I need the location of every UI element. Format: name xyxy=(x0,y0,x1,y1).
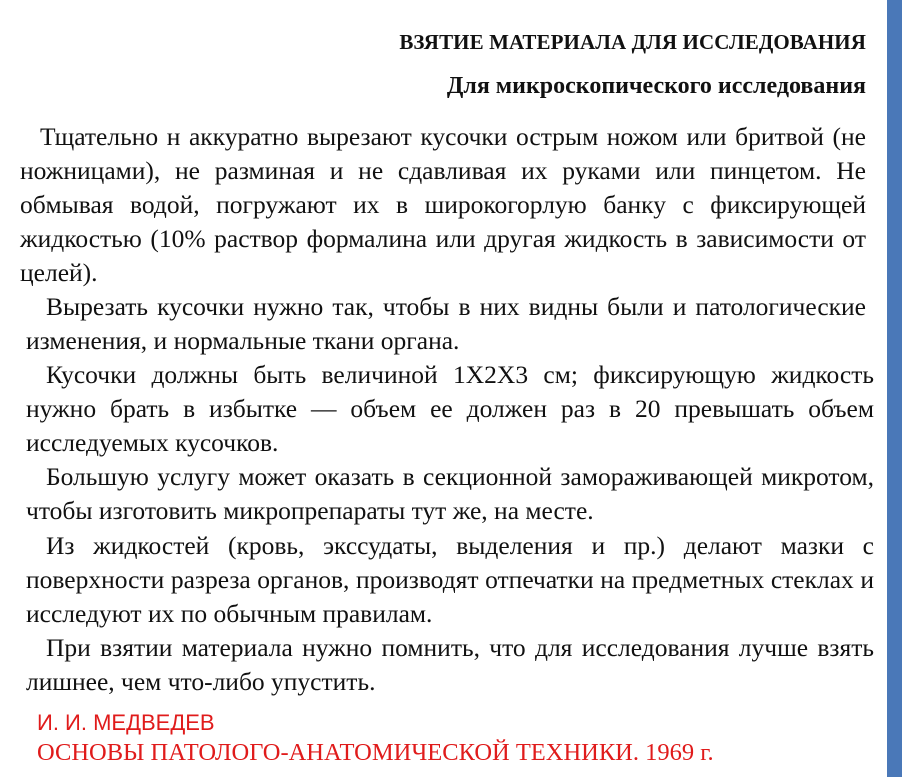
body-text xyxy=(20,120,874,699)
paragraph-smears: Из жидкостей (кровь, экссудаты, выделения и пр.) делают мазки с поверхности разреза органов, производят отпечатки на предметных стеклах и исследуют их по обычным правилам. xyxy=(26,531,874,628)
paragraph-piece-size: Кусочки должны быть величиной 1Х2Х3 см; фиксирующую жидкость нужно брать в избытке — объем ее должен раз в 20 превышать объем исследуемых кусочков. xyxy=(26,360,874,457)
paragraph-tissue-cutting: Тщательно н аккуратно вырезают кусочки острым ножом или бритвой (не ножницами), не разминая и не сдавливая их руками или пинцетом. Не обмывая водой, погружают их в широкогорлую банку с фиксирующей жидкостью (10% раствор формалина или другая жидкость в зависимости от целей). xyxy=(20,122,866,287)
section-heading: ВЗЯТИЕ МАТЕРИАЛА ДЛЯ ИССЛЕДОВАНИЯ xyxy=(399,30,866,54)
paragraph-cutting-method: Вырезать кусочки нужно так, чтобы в них видны были и патологические изменения, и нормальные ткани органа. xyxy=(26,292,866,355)
credit-author: И. И. МЕДВЕДЕВ xyxy=(37,710,215,735)
source-credit xyxy=(37,708,714,768)
credit-title: ОСНОВЫ ПАТОЛОГО-АНАТОМИЧЕСКОЙ ТЕХНИКИ. 1969 г. xyxy=(37,739,714,766)
accent-bar xyxy=(887,0,902,777)
paragraph-reminder: При взятии материала нужно помнить, что для исследования лучше взять лишнее, чем что-либо упустить. xyxy=(26,633,874,696)
section-subheading: Для микроскопического исследования xyxy=(446,73,866,99)
paragraph-microtome: Большую услугу может оказать в секционной замораживающей микротом, чтобы изготовить микропрепараты тут же, на месте. xyxy=(26,462,874,525)
